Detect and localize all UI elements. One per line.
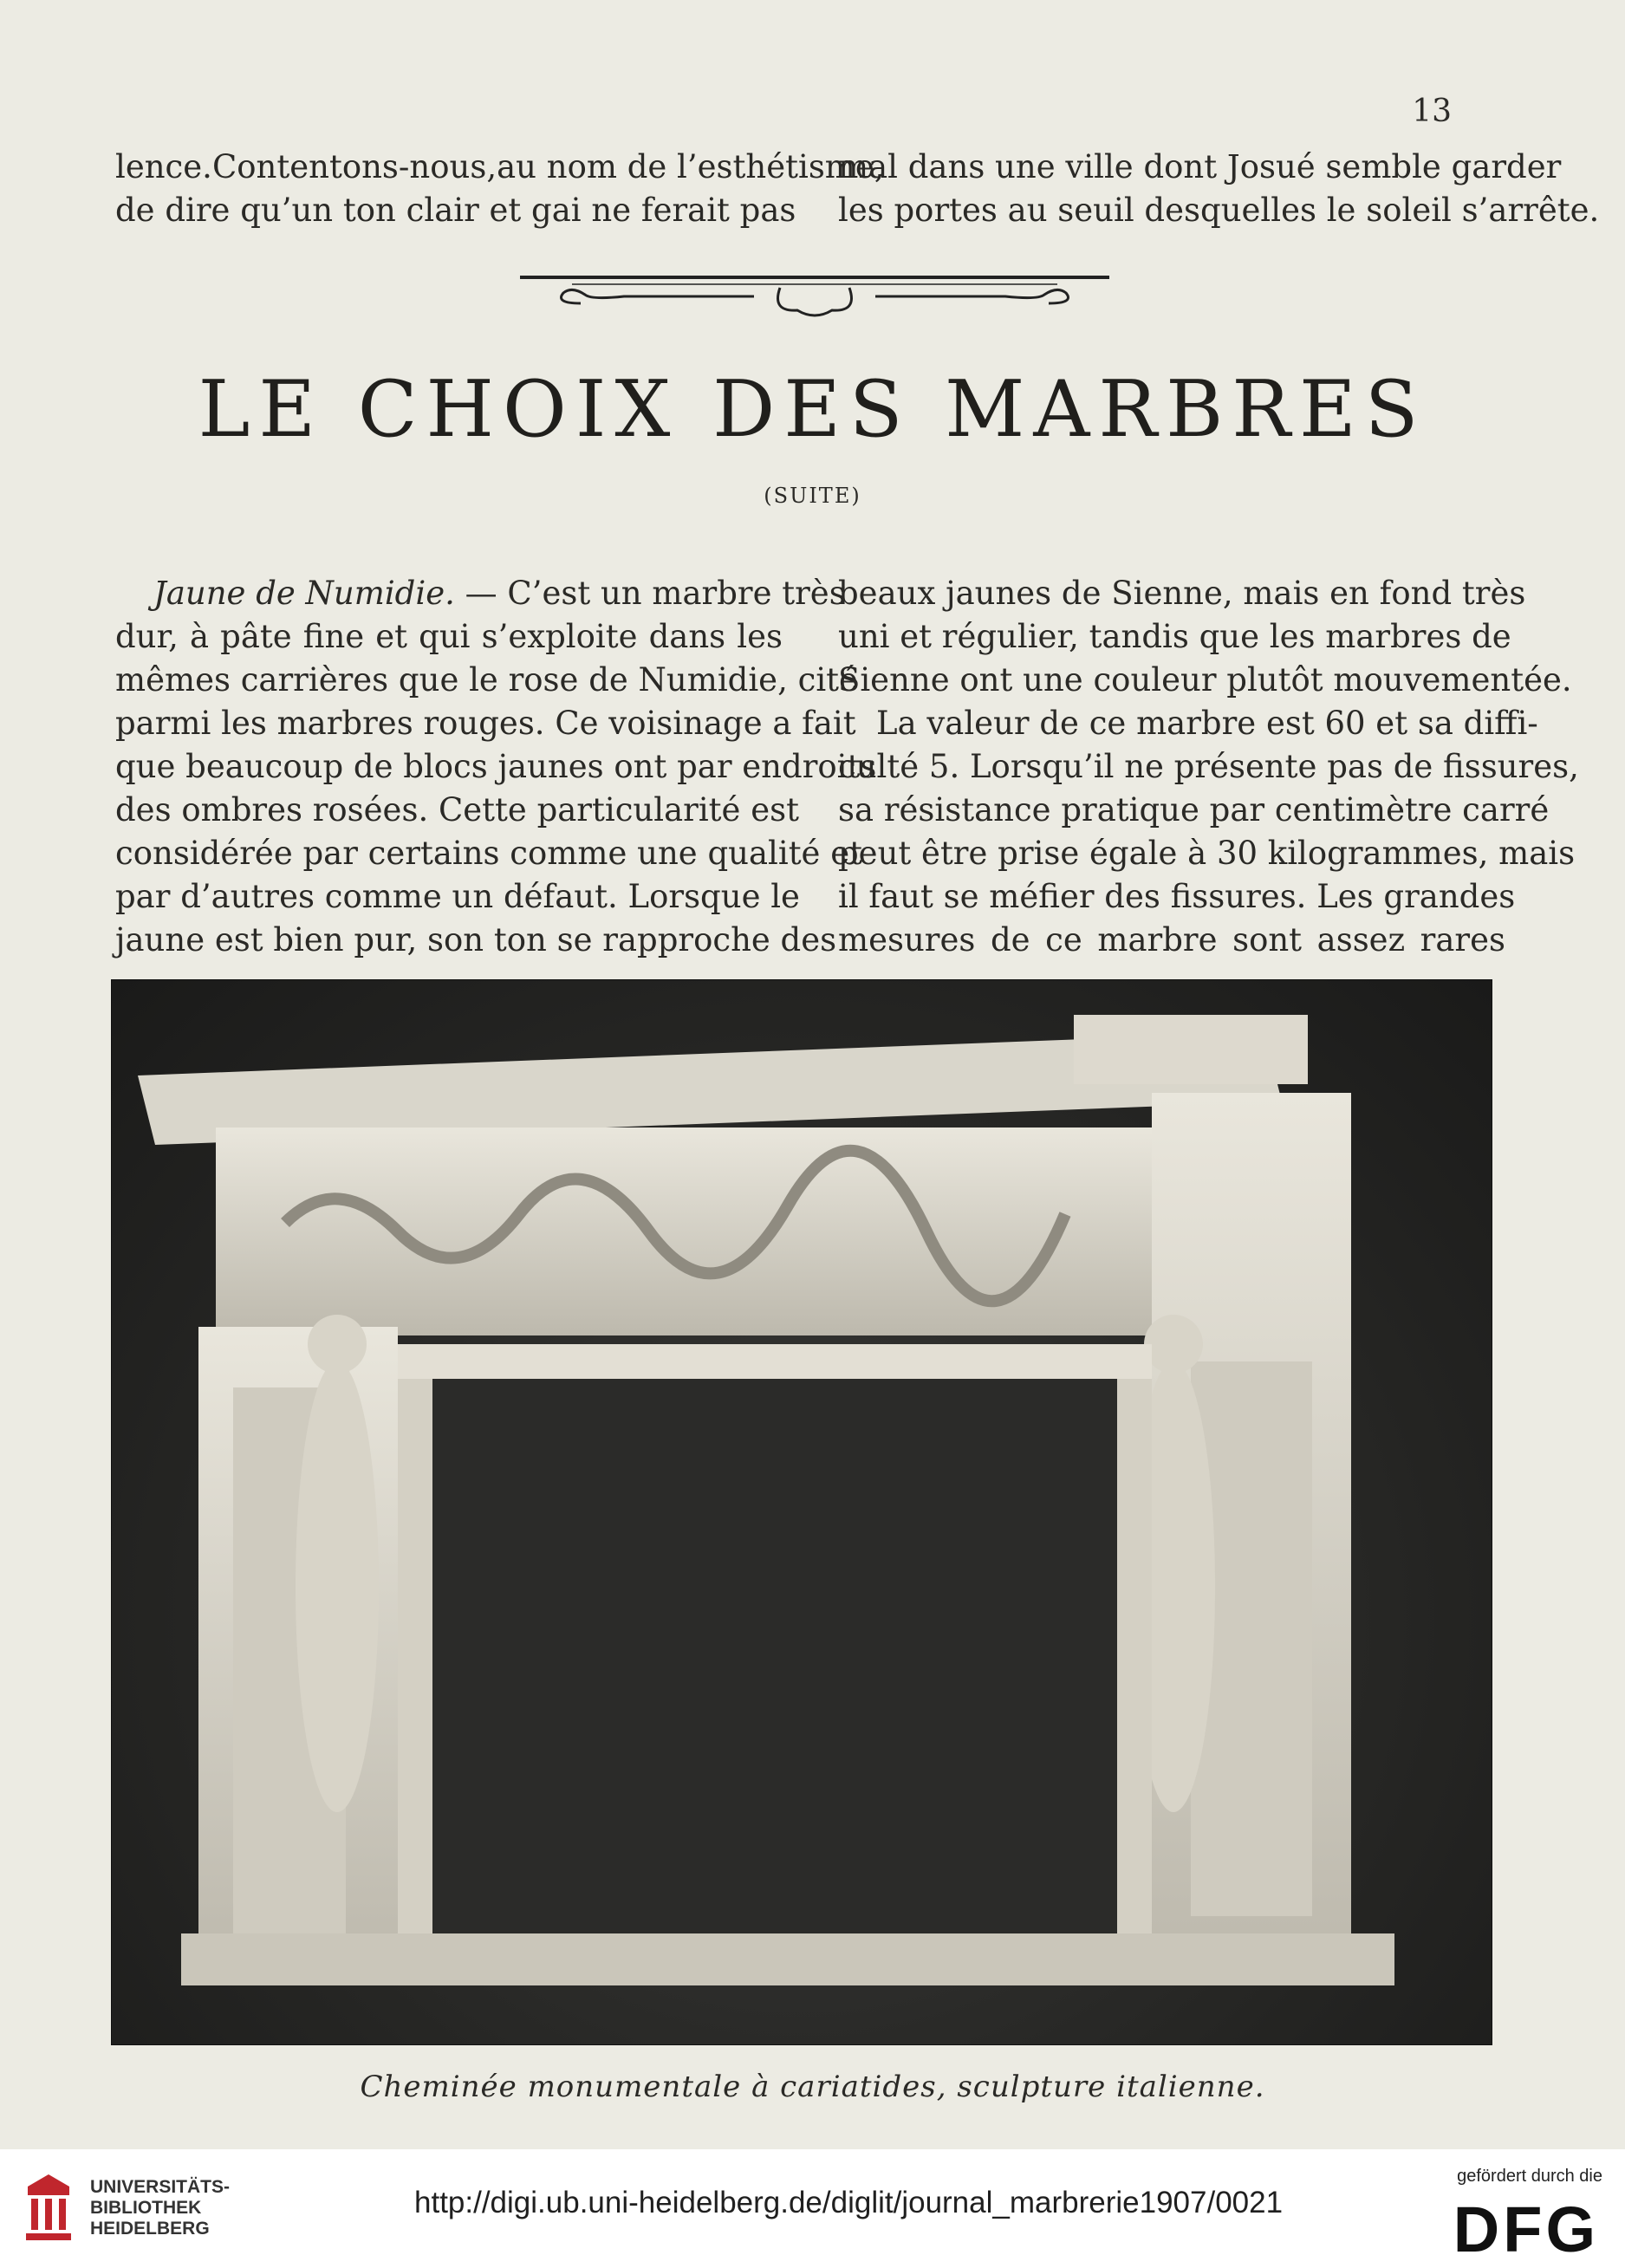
text-line: il faut se méfier des fissures. Les grandes <box>838 878 1516 915</box>
top-left-column <box>115 146 885 232</box>
dfg-logo: DFG <box>1453 2193 1599 2265</box>
text-line: La valeur de ce marbre est 60 et sa diffi- <box>876 705 1538 742</box>
text-line: parmi les marbres rouges. Ce voisinage a fait <box>115 705 856 742</box>
top-right-column <box>838 146 1600 232</box>
text-line: — C’est un marbre très <box>454 575 846 612</box>
text-line: les portes au seuil desquelles le soleil s’arrête. <box>838 192 1600 229</box>
article-title: LE CHOIX DES MARBRES <box>198 364 1427 455</box>
text-line: de dire qu’un ton clair et gai ne ferait pas <box>115 192 796 229</box>
institution-line: HEIDELBERG <box>90 2219 210 2239</box>
text-line: mal dans une ville dont Josué semble garder <box>838 148 1562 185</box>
permalink-url[interactable]: http://digi.ub.uni-heidelberg.de/diglit/journal_marbrerie1907/0021 <box>414 2186 1284 2219</box>
right-column <box>838 572 1579 962</box>
page-number: 13 <box>1412 94 1452 129</box>
text-line: sa résistance pratique par centimètre carré <box>838 791 1550 829</box>
text-line: uni et régulier, tandis que les marbres de <box>838 618 1511 655</box>
article-subtitle: (SUITE) <box>764 484 861 508</box>
funded-by-label: gefördert durch die <box>1457 2167 1602 2186</box>
text-line: jaune est bien pur, son ton se rapproche des <box>115 921 837 959</box>
fireplace-photograph <box>111 979 1492 2045</box>
institution-line: BIBLIOTHEK <box>90 2198 202 2218</box>
decorative-divider-ornament <box>520 260 1109 329</box>
text-line: considérée par certains comme une qualité et <box>115 835 862 872</box>
text-line: que beaucoup de blocs jaunes ont par endroits <box>115 748 877 785</box>
text-line: culté 5. Lorsqu’il ne présente pas de fissures, <box>838 748 1579 785</box>
text-line: peut être prise égale à 30 kilogrammes, mais <box>838 835 1576 872</box>
text-line: mêmes carrières que le rose de Numidie, cité <box>115 661 858 699</box>
text-line: par d’autres comme un défaut. Lorsque le <box>115 878 800 915</box>
text-line: mesures de ce marbre sont assez rares <box>838 921 1505 959</box>
text-line: beaux jaunes de Sienne, mais en fond très <box>838 575 1526 612</box>
text-line: des ombres rosées. Cette particularité est <box>115 791 799 829</box>
institution-name <box>90 2177 230 2239</box>
text-line: lence.Contentons-nous,au nom de l’esthétisme, <box>115 148 885 185</box>
left-column <box>115 572 877 962</box>
institution-line: UNIVERSITÄTS- <box>90 2177 231 2197</box>
university-library-logo-icon <box>19 2169 78 2244</box>
text-line: Sienne ont une couleur plutôt mouvementée. <box>838 661 1572 699</box>
text-line: dur, à pâte fine et qui s’exploite dans les <box>115 618 783 655</box>
section-heading: Jaune de Numidie. <box>153 575 455 612</box>
figure-caption: Cheminée monumentale à cariatides, sculpture italienne. <box>360 2070 1265 2104</box>
